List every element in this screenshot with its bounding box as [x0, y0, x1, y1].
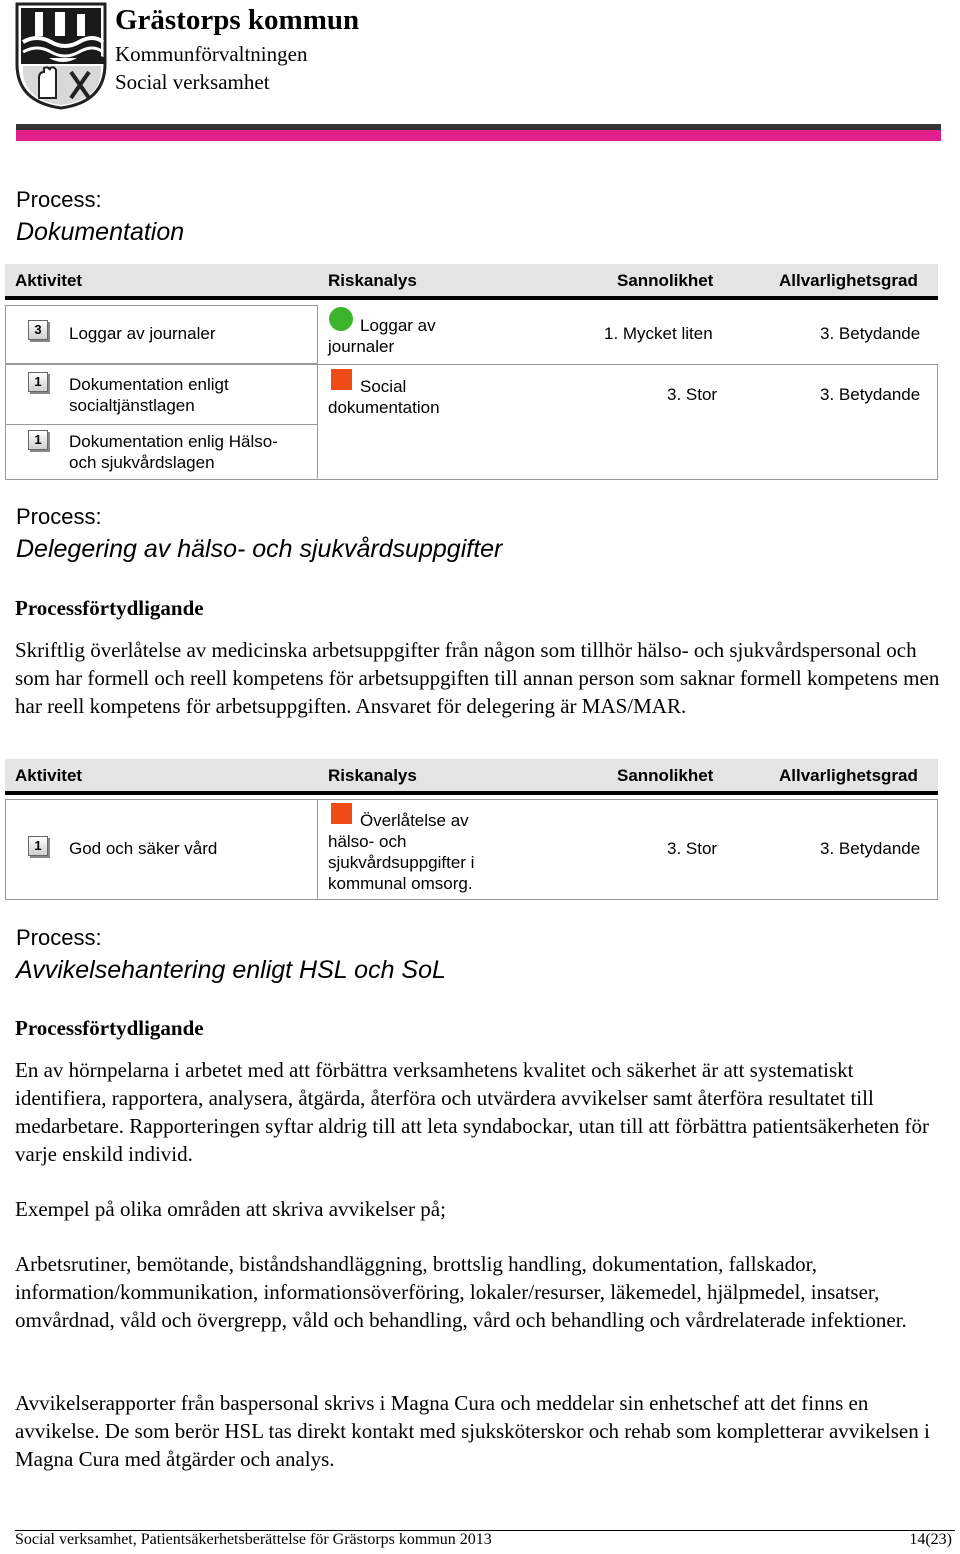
- risk-cell: Social dokumentation: [328, 377, 440, 417]
- clarification-heading: Processförtydligande: [15, 1016, 204, 1040]
- process-title: Dokumentation: [16, 218, 185, 246]
- header-severity: Allvarlighetsgrad: [779, 271, 918, 290]
- clarification-heading: Processförtydligande: [15, 596, 204, 620]
- priority-3-icon: 3: [28, 320, 48, 340]
- process-title: Avvikelsehantering enligt HSL och SoL: [16, 956, 446, 984]
- header-activity: Aktivitet: [15, 271, 83, 290]
- clarification-paragraph: Avvikelserapporter från baspersonal skrivs i Magna Cura och meddelar sin enhetschef att det finns en avvikelse. De som berör HSL tas direkt kontakt med sjuksköterskor och rehab som kompletterar avvikelsen i Magna Cura med åtgärder och analys.: [15, 1391, 930, 1471]
- process-label: Process:: [16, 187, 102, 212]
- header-severity: Allvarlighetsgrad: [779, 766, 918, 785]
- unit-name: Social verksamhet: [115, 70, 270, 94]
- severity-cell: 3. Betydande: [820, 324, 921, 343]
- clarification-paragraph: En av hörnpelarna i arbetet med att förbättra verksamhetens kvalitet och säkerhet är att systematiskt identifiera, rapportera, analysera, åtgärda, återföra och utvärdera avvikelser samt återföra resultatet till medarbetare. Rapporteringen syftar aldrig till att leta syndabockar, utan till att förbättra patientsäkerheten för varje enskild individ.: [15, 1058, 930, 1166]
- organization-subtitle: [115, 40, 307, 96]
- header-risk: Riskanalys: [328, 271, 417, 290]
- header-probability: Sannolikhet: [617, 766, 714, 785]
- severity-cell: 3. Betydande: [820, 839, 921, 858]
- department-name: Kommunförvaltningen: [115, 42, 308, 66]
- clarification-text: Skriftlig överlåtelse av medicinska arbetsuppgifter från någon som tillhör hälso- och sjukvårdspersonal och som har formell och reell kompetens för arbetsuppgiften till annan person som saknar formell kompetens men har reell kompetens för arbetsuppgiften. Ansvaret för delegering är MAS/MAR.: [15, 638, 940, 718]
- activity-cell: Dokumentation enligt socialtjänstlagen: [69, 375, 229, 415]
- process-label: Process:: [16, 925, 102, 950]
- header-divider-accent: [16, 130, 941, 141]
- probability-cell: 3. Stor: [667, 385, 718, 404]
- priority-1-icon: 1: [28, 372, 48, 392]
- organization-name: Grästorps kommun: [115, 4, 360, 36]
- clarification-paragraph: Arbetsrutiner, bemötande, biståndshandläggning, brottslig handling, dokumentation, fallskador, information/kommunikation, informationsöverföring, lokaler/resurser, läkemedel, hjälpmedel, insatser, omvårdnad, våld och övergrepp, våld och behandling, vård och behandling och vårdrelaterade infektioner.: [15, 1252, 907, 1332]
- probability-cell: 1. Mycket liten: [604, 324, 713, 343]
- page-number: 14(23): [909, 1531, 952, 1548]
- header-activity: Aktivitet: [15, 766, 83, 785]
- clarification-paragraph: Exempel på olika områden att skriva avvikelser på;: [15, 1197, 446, 1221]
- activity-cell: Dokumentation enlig Hälso- och sjukvårdslagen: [69, 432, 278, 472]
- risk-table-header: [5, 264, 938, 300]
- process-title: Delegering av hälso- och sjukvårdsuppgifter: [16, 535, 503, 563]
- header-probability: Sannolikhet: [617, 271, 714, 290]
- footer-title: Social verksamhet, Patientsäkerhetsberättelse för Grästorps kommun 2013: [15, 1531, 492, 1548]
- activity-cell: Loggar av journaler: [69, 324, 216, 343]
- risk-table-header: [5, 759, 938, 795]
- risk-cell: Loggar av journaler: [328, 316, 436, 356]
- activity-cell: God och säker vård: [69, 839, 218, 858]
- process-label: Process:: [16, 504, 102, 529]
- priority-1-icon: 1: [28, 430, 48, 450]
- risk-cell: Överlåtelse av hälso- och sjukvårdsuppgifter i kommunal omsorg.: [328, 811, 475, 893]
- header-risk: Riskanalys: [328, 766, 417, 785]
- priority-1-icon: 1: [28, 836, 48, 856]
- severity-cell: 3. Betydande: [820, 385, 921, 404]
- municipality-logo: [15, 2, 107, 110]
- probability-cell: 3. Stor: [667, 839, 718, 858]
